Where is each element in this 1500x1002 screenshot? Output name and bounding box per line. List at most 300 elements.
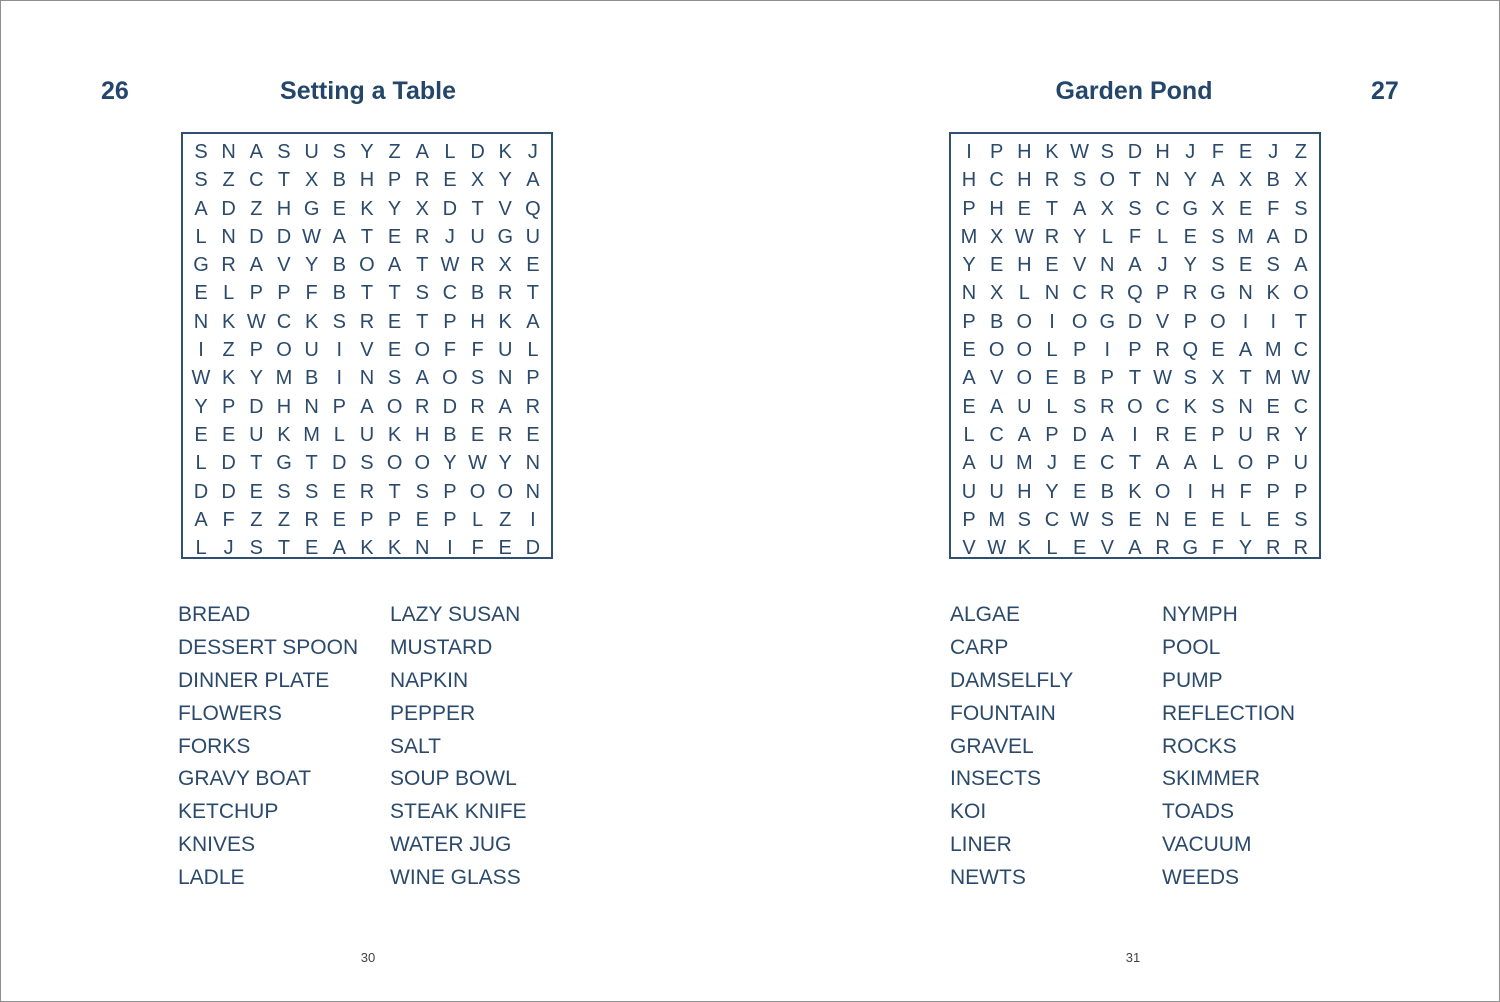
grid-letter: E [1183,225,1197,248]
grid-letter: E [1238,254,1253,277]
grid-letter: Y [1045,480,1059,503]
grid-letter: E [962,395,976,418]
grid-letter: Y [962,254,976,277]
grid-row [183,166,551,194]
grid-letter: K [1017,537,1031,560]
grid-letter: T [360,282,374,305]
grid-letter: J [527,141,538,163]
grid-row [951,421,1319,449]
grid-letter: I [1132,423,1138,446]
grid-letter: V [360,339,374,362]
word-list-item: ALGAE [950,603,1021,626]
grid-letter: T [416,254,429,277]
grid-letter: A [1100,423,1114,446]
grid-letter: M [960,225,978,248]
grid-letter: W [1070,141,1090,163]
grid-letter: L [1157,225,1169,248]
grid-letter: S [1072,169,1087,192]
grid-letter: E [1045,254,1059,277]
grid-letter: A [194,508,208,531]
grid-letter: L [195,452,207,475]
grid-letter: R [1265,423,1281,446]
grid-letter: W [1153,367,1173,390]
grid-letter: I [1270,310,1276,333]
grid-row [183,138,551,166]
grid-letter: W [1014,225,1034,248]
grid-letter: D [221,197,236,220]
grid-letter: R [415,169,430,192]
grid-letter: G [497,225,513,248]
word-list-item: WINE GLASS [390,866,521,890]
grid-letter: Y [498,169,512,192]
grid-letter: W [191,367,211,390]
grid-letter: Y [1072,225,1087,248]
grid-letter: C [1044,508,1060,531]
grid-letter: D [249,395,264,418]
grid-letter: F [443,339,457,362]
grid-row [951,195,1319,223]
grid-letter: I [1104,339,1111,362]
grid-letter: W [468,452,487,475]
grid-letter: P [526,367,540,390]
grid-letter: E [1045,367,1059,390]
grid-letter: L [195,537,207,560]
grid-letter: T [416,310,429,333]
word-list-item: WEEDS [1162,866,1240,890]
grid-letter: S [470,367,485,390]
grid-letter: E [1183,423,1197,446]
grid-letter: R [1293,537,1309,560]
grid-letter: K [1266,282,1280,305]
grid-row [183,449,551,477]
grid-letter: H [1210,480,1226,503]
left-word-search-grid [181,132,553,559]
grid-letter: Y [1183,254,1197,277]
grid-letter: S [415,282,429,305]
grid-letter: R [1100,395,1115,418]
grid-letter: F [1211,141,1225,163]
grid-letter: I [530,508,536,531]
grid-letter: Y [1294,423,1308,446]
grid-letter: H [1017,254,1032,277]
grid-letter: S [1100,141,1114,163]
grid-letter: W [1070,508,1090,531]
grid-letter: A [332,537,346,560]
grid-letter: B [332,254,346,277]
left-puzzle-title: Setting a Table [280,77,456,105]
grid-letter: Z [222,169,235,192]
grid-letter: D [332,452,347,475]
grid-row [951,251,1319,279]
grid-letter: R [1155,339,1170,362]
grid-row [951,364,1319,392]
grid-row [951,308,1319,336]
grid-letter: D [1127,310,1143,333]
grid-letter: P [277,282,291,305]
grid-letter: A [1266,225,1280,248]
grid-letter: L [1046,537,1058,560]
grid-letter: A [1238,339,1253,362]
grid-letter: J [1157,254,1168,277]
grid-letter: V [962,537,976,560]
grid-letter: S [360,452,374,475]
grid-letter: S [304,480,319,503]
grid-letter: A [415,367,429,390]
word-list-item: NYMPH [1162,603,1238,626]
grid-letter: E [470,423,485,446]
grid-letter: Z [388,141,401,163]
grid-letter: P [1211,423,1225,446]
grid-letter: E [387,310,402,333]
grid-letter: D [1127,141,1143,163]
grid-letter: M [1264,339,1282,362]
grid-letter: R [1100,282,1115,305]
grid-letter: Z [222,339,235,362]
grid-letter: A [249,254,263,277]
grid-letter: X [415,197,429,220]
grid-letter: N [1155,169,1170,192]
grid-letter: R [470,254,485,277]
grid-letter: N [1238,282,1253,305]
grid-letter: S [1211,395,1225,418]
grid-letter: S [1017,508,1031,531]
word-list-item: POOL [1162,635,1221,659]
grid-letter: N [1044,282,1060,305]
grid-letter: I [336,339,343,362]
left-word-column-1 [178,599,390,895]
grid-letter: P [1155,282,1170,305]
grid-letter: C [1293,395,1309,418]
grid-letter: P [249,339,263,362]
grid-letter: F [471,339,484,362]
grid-letter: E [443,169,457,192]
grid-letter: L [195,225,207,248]
grid-letter: N [415,537,430,560]
grid-letter: K [360,197,374,220]
grid-letter: Z [250,508,263,531]
grid-letter: E [1017,197,1031,220]
grid-letter: R [470,395,485,418]
grid-letter: S [277,141,291,163]
grid-letter: P [387,169,402,192]
grid-letter: D [1293,225,1309,248]
grid-letter: E [1266,395,1280,418]
grid-letter: R [415,395,430,418]
grid-letter: K [221,367,236,390]
grid-letter: T [1294,310,1307,333]
grid-letter: S [332,141,346,163]
grid-letter: B [1072,367,1087,390]
grid-letter: T [1128,169,1142,192]
grid-letter: C [249,169,264,192]
grid-letter: L [472,508,484,531]
grid-letter: V [1072,254,1087,277]
grid-letter: U [1017,395,1032,418]
grid-letter: B [443,423,457,446]
grid-letter: A [387,254,402,277]
grid-letter: P [1128,339,1142,362]
grid-letter: I [966,141,972,163]
grid-letter: A [962,367,976,390]
grid-letter: Z [1294,141,1307,163]
grid-letter: K [1183,395,1197,418]
left-page-folio: 30 [360,950,376,965]
grid-letter: Q [525,197,541,220]
grid-letter: S [1072,395,1087,418]
grid-letter: P [332,395,346,418]
grid-letter: E [304,537,319,560]
grid-letter: O [988,339,1005,362]
grid-letter: A [1072,197,1087,220]
word-list-item: STEAK KNIFE [390,800,527,824]
word-list-item: SOUP BOWL [390,767,517,791]
grid-letter: A [1128,254,1142,277]
grid-letter: E [526,423,540,446]
grid-letter: O [1237,452,1254,475]
word-list-item: BREAD [178,603,251,626]
grid-letter: D [249,225,264,248]
right-word-list [950,599,1295,895]
grid-letter: U [304,141,319,163]
grid-letter: H [470,310,485,333]
grid-letter: C [989,169,1004,192]
grid-letter: X [1294,169,1308,192]
grid-letter: T [277,537,291,560]
right-puzzle-title: Garden Pond [1055,77,1213,105]
grid-letter: O [1016,310,1033,333]
grid-letter: K [387,423,402,446]
grid-letter: X [989,225,1004,248]
grid-row [183,223,551,251]
grid-letter: D [193,480,209,503]
grid-letter: U [961,480,977,503]
grid-letter: E [221,423,236,446]
grid-letter: K [1128,480,1142,503]
grid-letter: N [221,225,236,248]
grid-letter: A [526,169,540,192]
grid-letter: O [442,367,458,390]
grid-letter: C [1155,197,1170,220]
grid-letter: T [1128,367,1142,390]
grid-row [183,421,551,449]
grid-letter: O [359,254,375,277]
grid-letter: G [1210,282,1226,305]
grid-letter: O [276,339,292,362]
grid-letter: Z [277,508,291,531]
grid-letter: L [333,423,345,446]
grid-letter: P [443,480,457,503]
grid-letter: P [962,508,976,531]
word-list-item: SKIMMER [1162,767,1261,791]
grid-letter: K [387,537,402,560]
grid-letter: H [1017,480,1032,503]
grid-letter: L [1046,395,1058,418]
grid-letter: J [223,537,234,560]
grid-letter: N [525,480,541,503]
grid-letter: T [360,225,374,248]
grid-letter: A [1183,452,1197,475]
grid-letter: H [1155,141,1170,163]
word-list-item: REFLECTION [1162,701,1296,725]
grid-letter: A [1155,452,1170,475]
grid-letter: S [1294,197,1308,220]
grid-letter: X [304,169,319,192]
grid-letter: X [1100,197,1114,220]
grid-letter: E [194,423,208,446]
grid-letter: W [246,310,266,333]
grid-letter: D [442,197,458,220]
grid-letter: A [415,141,429,163]
grid-letter: O [1099,169,1116,192]
grid-letter: R [1044,225,1060,248]
grid-letter: F [1128,225,1142,248]
grid-letter: P [221,395,236,418]
grid-letter: D [525,537,541,560]
grid-letter: E [1238,141,1253,163]
grid-letter: I [1049,310,1055,333]
grid-letter: U [989,480,1004,503]
grid-letter: U [497,339,513,362]
grid-letter: R [497,282,513,305]
grid-letter: M [1015,452,1033,475]
grid-letter: S [415,480,429,503]
grid-letter: I [1242,310,1249,333]
grid-letter: H [359,169,375,192]
grid-letter: N [359,367,375,390]
grid-letter: A [1017,423,1031,446]
grid-letter: A [332,225,346,248]
grid-letter: B [1100,480,1114,503]
word-list-item: NAPKIN [390,668,469,692]
word-list-item: KNIVES [178,833,256,857]
grid-letter: Y [443,452,457,475]
grid-letter: Y [304,254,319,277]
grid-row [951,336,1319,364]
word-list-item: KETCHUP [178,800,279,824]
grid-letter: E [1128,508,1142,531]
grid-letter: Y [360,141,374,163]
grid-letter: F [471,537,484,560]
grid-letter: H [961,169,977,192]
grid-letter: A [1211,169,1225,192]
grid-letter: I [447,537,453,560]
grid-letter: T [305,452,318,475]
grid-letter: P [1266,480,1280,503]
word-list-item: LINER [950,833,1012,857]
grid-letter: D [221,480,236,503]
grid-letter: P [1294,480,1308,503]
grid-row [183,534,551,562]
grid-letter: E [962,339,976,362]
grid-letter: Y [249,367,263,390]
grid-letter: O [469,480,486,503]
grid-letter: P [989,141,1004,163]
grid-row [183,336,551,364]
grid-row [183,279,551,307]
grid-letter: T [388,282,401,305]
grid-row [183,364,551,392]
grid-letter: S [332,310,346,333]
grid-letter: T [277,169,291,192]
word-list-item: CARP [950,635,1009,659]
word-list-item: FLOWERS [178,701,282,725]
grid-letter: J [1185,141,1196,163]
grid-letter: M [303,423,320,446]
grid-letter: B [332,169,346,192]
grid-letter: O [1071,310,1088,333]
grid-letter: B [1266,169,1280,192]
grid-letter: G [1099,310,1116,333]
grid-letter: R [304,508,319,531]
grid-row [183,506,551,534]
grid-letter: L [1018,282,1030,305]
left-word-column-2 [390,599,527,895]
grid-letter: E [332,508,346,531]
word-list-item: PEPPER [390,701,476,725]
grid-letter: P [962,310,976,333]
grid-letter: K [221,310,236,333]
word-list-item: DESSERT SPOON [178,635,359,659]
grid-letter: E [498,537,512,560]
grid-letter: U [359,423,375,446]
grid-letter: E [387,225,402,248]
grid-letter: R [525,395,541,418]
grid-letter: E [194,282,208,305]
grid-letter: D [221,452,236,475]
grid-letter: L [963,423,975,446]
grid-letter: A [360,395,374,418]
grid-letter: E [1183,508,1197,531]
grid-letter: N [221,141,236,163]
grid-letter: G [276,452,292,475]
grid-letter: S [194,141,208,163]
grid-letter: A [249,141,263,163]
grid-letter: H [1017,169,1032,192]
grid-letter: R [1183,282,1198,305]
grid-letter: O [1016,367,1033,390]
grid-letter: K [360,537,374,560]
word-list-item: FOUNTAIN [950,701,1056,725]
grid-letter: S [1128,197,1142,220]
grid-letter: A [1294,254,1308,277]
grid-letter: W [440,254,460,277]
grid-letter: I [336,367,343,390]
grid-letter: M [1264,367,1282,390]
grid-letter: N [497,367,513,390]
word-list-item: FORKS [178,734,251,758]
grid-letter: L [1101,225,1113,248]
grid-letter: S [249,537,263,560]
grid-letter: U [1238,423,1253,446]
grid-letter: Y [1183,169,1197,192]
grid-letter: O [1016,339,1033,362]
grid-letter: P [443,310,457,333]
grid-letter: G [303,197,320,220]
grid-letter: R [1044,169,1060,192]
word-list-item: PUMP [1162,668,1223,692]
word-list-item: ROCKS [1162,734,1237,758]
grid-letter: T [1045,197,1059,220]
grid-letter: L [1046,339,1058,362]
grid-letter: E [1238,197,1253,220]
grid-letter: D [1072,423,1087,446]
grid-letter: U [249,423,264,446]
right-page-folio: 31 [1125,950,1141,965]
grid-letter: P [1266,452,1280,475]
right-word-search-grid [949,132,1321,559]
grid-letter: J [1268,141,1279,163]
grid-letter: V [1155,310,1170,333]
